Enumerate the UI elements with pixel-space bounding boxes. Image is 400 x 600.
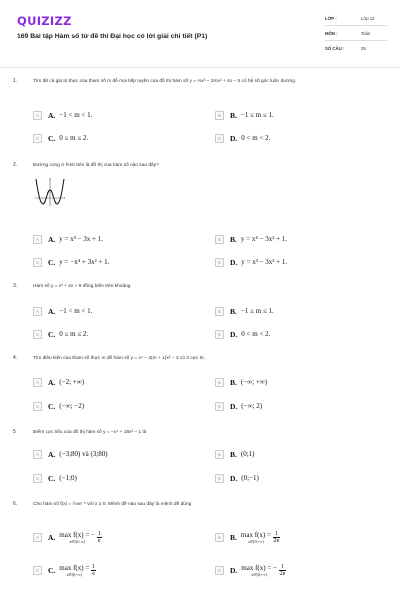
question-text: Hàm số y = x³ + 4x + 9 đồng biến trên khoảng (33, 284, 131, 289)
fraction-denominator: 2e (273, 537, 280, 544)
option-letter: B. (230, 234, 237, 244)
option-text: (0;1) (240, 450, 255, 458)
option-c[interactable] (33, 399, 84, 413)
option-letter: B. (230, 532, 237, 542)
meta-label: LỚP : (325, 15, 337, 21)
option-b[interactable] (215, 526, 280, 548)
option-d[interactable] (215, 131, 270, 145)
option-text (59, 564, 96, 577)
option-box: D (215, 566, 224, 575)
option-letter: D. (230, 133, 238, 143)
question-number: 4. (13, 355, 18, 361)
option-letter: A. (48, 449, 56, 459)
function-graph-image (33, 176, 67, 208)
domain-subscript: x∈[0;+∞) (69, 539, 85, 544)
option-text: y = −x⁴ + 3x² + 1. (59, 258, 110, 266)
question-number: 5 (13, 429, 16, 435)
meta-value: Toán (361, 30, 371, 36)
option-text: −1 ≤ m ≤ 1. (240, 307, 274, 315)
option-text: y = x⁴ − 3x² + 1. (240, 235, 288, 243)
fraction-numerator: 1 (97, 530, 101, 537)
max-expression: max f(x) = − (241, 563, 277, 572)
question-number: 2. (13, 162, 18, 168)
question-text: Điểm cực tiểu của đồ thị hàm số y = −x⁴ + 18x² − 1 là (33, 430, 147, 435)
option-text: (−∞; −2) (59, 402, 85, 410)
option-letter: A. (48, 532, 56, 542)
option-letter: C. (48, 257, 56, 267)
option-text: (−∞; 2) (241, 402, 263, 410)
header-divider (0, 67, 400, 68)
meta-label: SỐ CÂU : (325, 46, 345, 51)
option-text: (−1;0) (59, 474, 77, 482)
option-text: (−2; +∞) (59, 378, 85, 386)
option-text: 0 < m < 2. (241, 330, 271, 338)
option-letter: C. (48, 329, 56, 339)
option-d[interactable] (215, 255, 287, 269)
option-letter: C. (48, 133, 56, 143)
option-b[interactable] (215, 447, 255, 461)
option-text: (−3;80) và (3;80) (59, 450, 108, 458)
fraction (91, 564, 96, 577)
option-box: C (33, 330, 42, 339)
option-box: C (33, 474, 42, 483)
option-box: A (33, 235, 42, 244)
option-letter: D. (230, 329, 238, 339)
worksheet-title: 169 Bài tập Hàm số từ đề thi Đại học có lời giải chi tiết (P1) (17, 33, 208, 40)
option-text (241, 531, 280, 544)
option-a[interactable] (33, 232, 103, 246)
question-number: 3. (13, 283, 18, 289)
option-box: A (33, 111, 42, 120)
option-c[interactable] (33, 255, 109, 269)
option-box: A (33, 307, 42, 316)
domain-subscript: x∈[0;+∞) (248, 539, 264, 544)
option-letter: B. (230, 110, 237, 120)
max-expression: max f(x) = (59, 563, 90, 572)
fraction-numerator: 1 (279, 564, 287, 571)
option-letter: C. (48, 565, 56, 575)
meta-row-count (325, 41, 387, 56)
option-text: (0;−1) (241, 474, 259, 482)
question-text: Tìm điều kiện của tham số thực m để hàm số y = x⁴ − 2(m + 1)x² − 3 có 3 cực trị. (33, 356, 205, 361)
max-expression: max f(x) = − (59, 530, 95, 539)
meta-row-class (325, 11, 387, 26)
fraction-numerator: 1 (92, 563, 96, 570)
option-letter: D. (230, 257, 238, 267)
question-text: Đường cong ở hình bên là đồ thị của hàm số nào sau đây? (33, 163, 159, 168)
option-a[interactable] (33, 447, 108, 461)
option-box: B (215, 307, 224, 316)
option-c[interactable] (33, 131, 88, 145)
option-c[interactable] (33, 471, 77, 485)
fraction (279, 564, 287, 577)
option-box: A (33, 533, 42, 542)
option-c[interactable] (33, 559, 96, 581)
option-text: 0 ≤ m ≤ 2. (59, 330, 89, 338)
option-box: C (33, 402, 42, 411)
option-box: D (215, 330, 224, 339)
option-box: D (215, 474, 224, 483)
option-d[interactable] (215, 327, 270, 341)
option-box: D (215, 258, 224, 267)
fraction-denominator: 2e (279, 570, 286, 577)
option-text: 0 ≤ m ≤ 2. (59, 134, 89, 142)
fraction-denominator: e (97, 537, 101, 544)
worksheet-header (0, 0, 400, 62)
option-d[interactable] (215, 399, 262, 413)
meta-value: Lớp 12 (361, 15, 375, 21)
option-box: A (33, 378, 42, 387)
fraction (97, 531, 102, 544)
question-number: 1. (13, 78, 18, 84)
option-b[interactable] (215, 304, 274, 318)
option-box: A (33, 450, 42, 459)
option-letter: D. (230, 401, 238, 411)
option-letter: C. (48, 473, 56, 483)
option-b[interactable] (215, 375, 267, 389)
question-text: Tìm tất cả giá trị thực của tham số m để mọi tiếp tuyến của đồ thị hàm số y = ⅓x³ − 2mx² + 4x − 5 có hệ số góc luôn dương. (33, 79, 297, 84)
option-box: B (215, 378, 224, 387)
question-number: 6. (13, 501, 18, 507)
option-text: −1 ≤ m ≤ 1. (240, 111, 274, 119)
fraction (273, 531, 281, 544)
meta-row-subject (325, 26, 387, 41)
option-text: (−∞; +∞) (240, 378, 268, 386)
option-b[interactable] (215, 108, 274, 122)
option-box: C (33, 258, 42, 267)
option-box: B (215, 111, 224, 120)
option-box: D (215, 134, 224, 143)
meta-value: 25 (361, 46, 366, 51)
question-text: Cho hàm số f(x) = ½xe⁻ˣ với x ≥ 0. Mệnh đề nào sau đây là mệnh đề đúng (33, 502, 192, 507)
option-letter: C. (48, 401, 56, 411)
max-expression: max f(x) = (240, 530, 271, 539)
option-a[interactable] (33, 304, 92, 318)
option-c[interactable] (33, 327, 88, 341)
option-text: 0 < m < 2. (241, 134, 271, 142)
domain-subscript: x∈[0;+∞) (251, 572, 267, 577)
option-box: B (215, 533, 224, 542)
option-box: B (215, 450, 224, 459)
meta-table (325, 11, 387, 56)
option-text: −1 < m < 1. (59, 307, 93, 315)
option-text: y = x³ − 3x + 1. (59, 235, 103, 243)
option-d[interactable] (215, 559, 286, 581)
option-letter: D. (230, 473, 238, 483)
option-box: B (215, 235, 224, 244)
domain-subscript: x∈[0;+∞) (66, 572, 83, 577)
option-a[interactable] (33, 526, 102, 548)
meta-label: MÔN : (325, 30, 338, 36)
option-a[interactable] (33, 375, 84, 389)
option-letter: B. (230, 306, 237, 316)
option-letter: B. (230, 449, 237, 459)
option-text (241, 564, 286, 577)
option-box: C (33, 134, 42, 143)
quizizz-logo: QUIZIZZ (17, 14, 72, 28)
option-letter: A. (48, 306, 56, 316)
option-letter: A. (48, 377, 56, 387)
option-d[interactable] (215, 471, 259, 485)
option-text: −1 < m < 1. (59, 111, 93, 119)
option-text: y = x³ − 3x² + 1. (241, 258, 288, 266)
option-letter: A. (48, 234, 56, 244)
option-b[interactable] (215, 232, 287, 246)
option-letter: B. (230, 377, 237, 387)
option-a[interactable] (33, 108, 92, 122)
option-box: C (33, 566, 42, 575)
option-text (59, 531, 101, 544)
option-letter: A. (48, 110, 56, 120)
fraction-numerator: 1 (273, 531, 281, 538)
fraction-denominator: e (92, 570, 95, 577)
option-box: D (215, 402, 224, 411)
option-letter: D. (230, 565, 238, 575)
